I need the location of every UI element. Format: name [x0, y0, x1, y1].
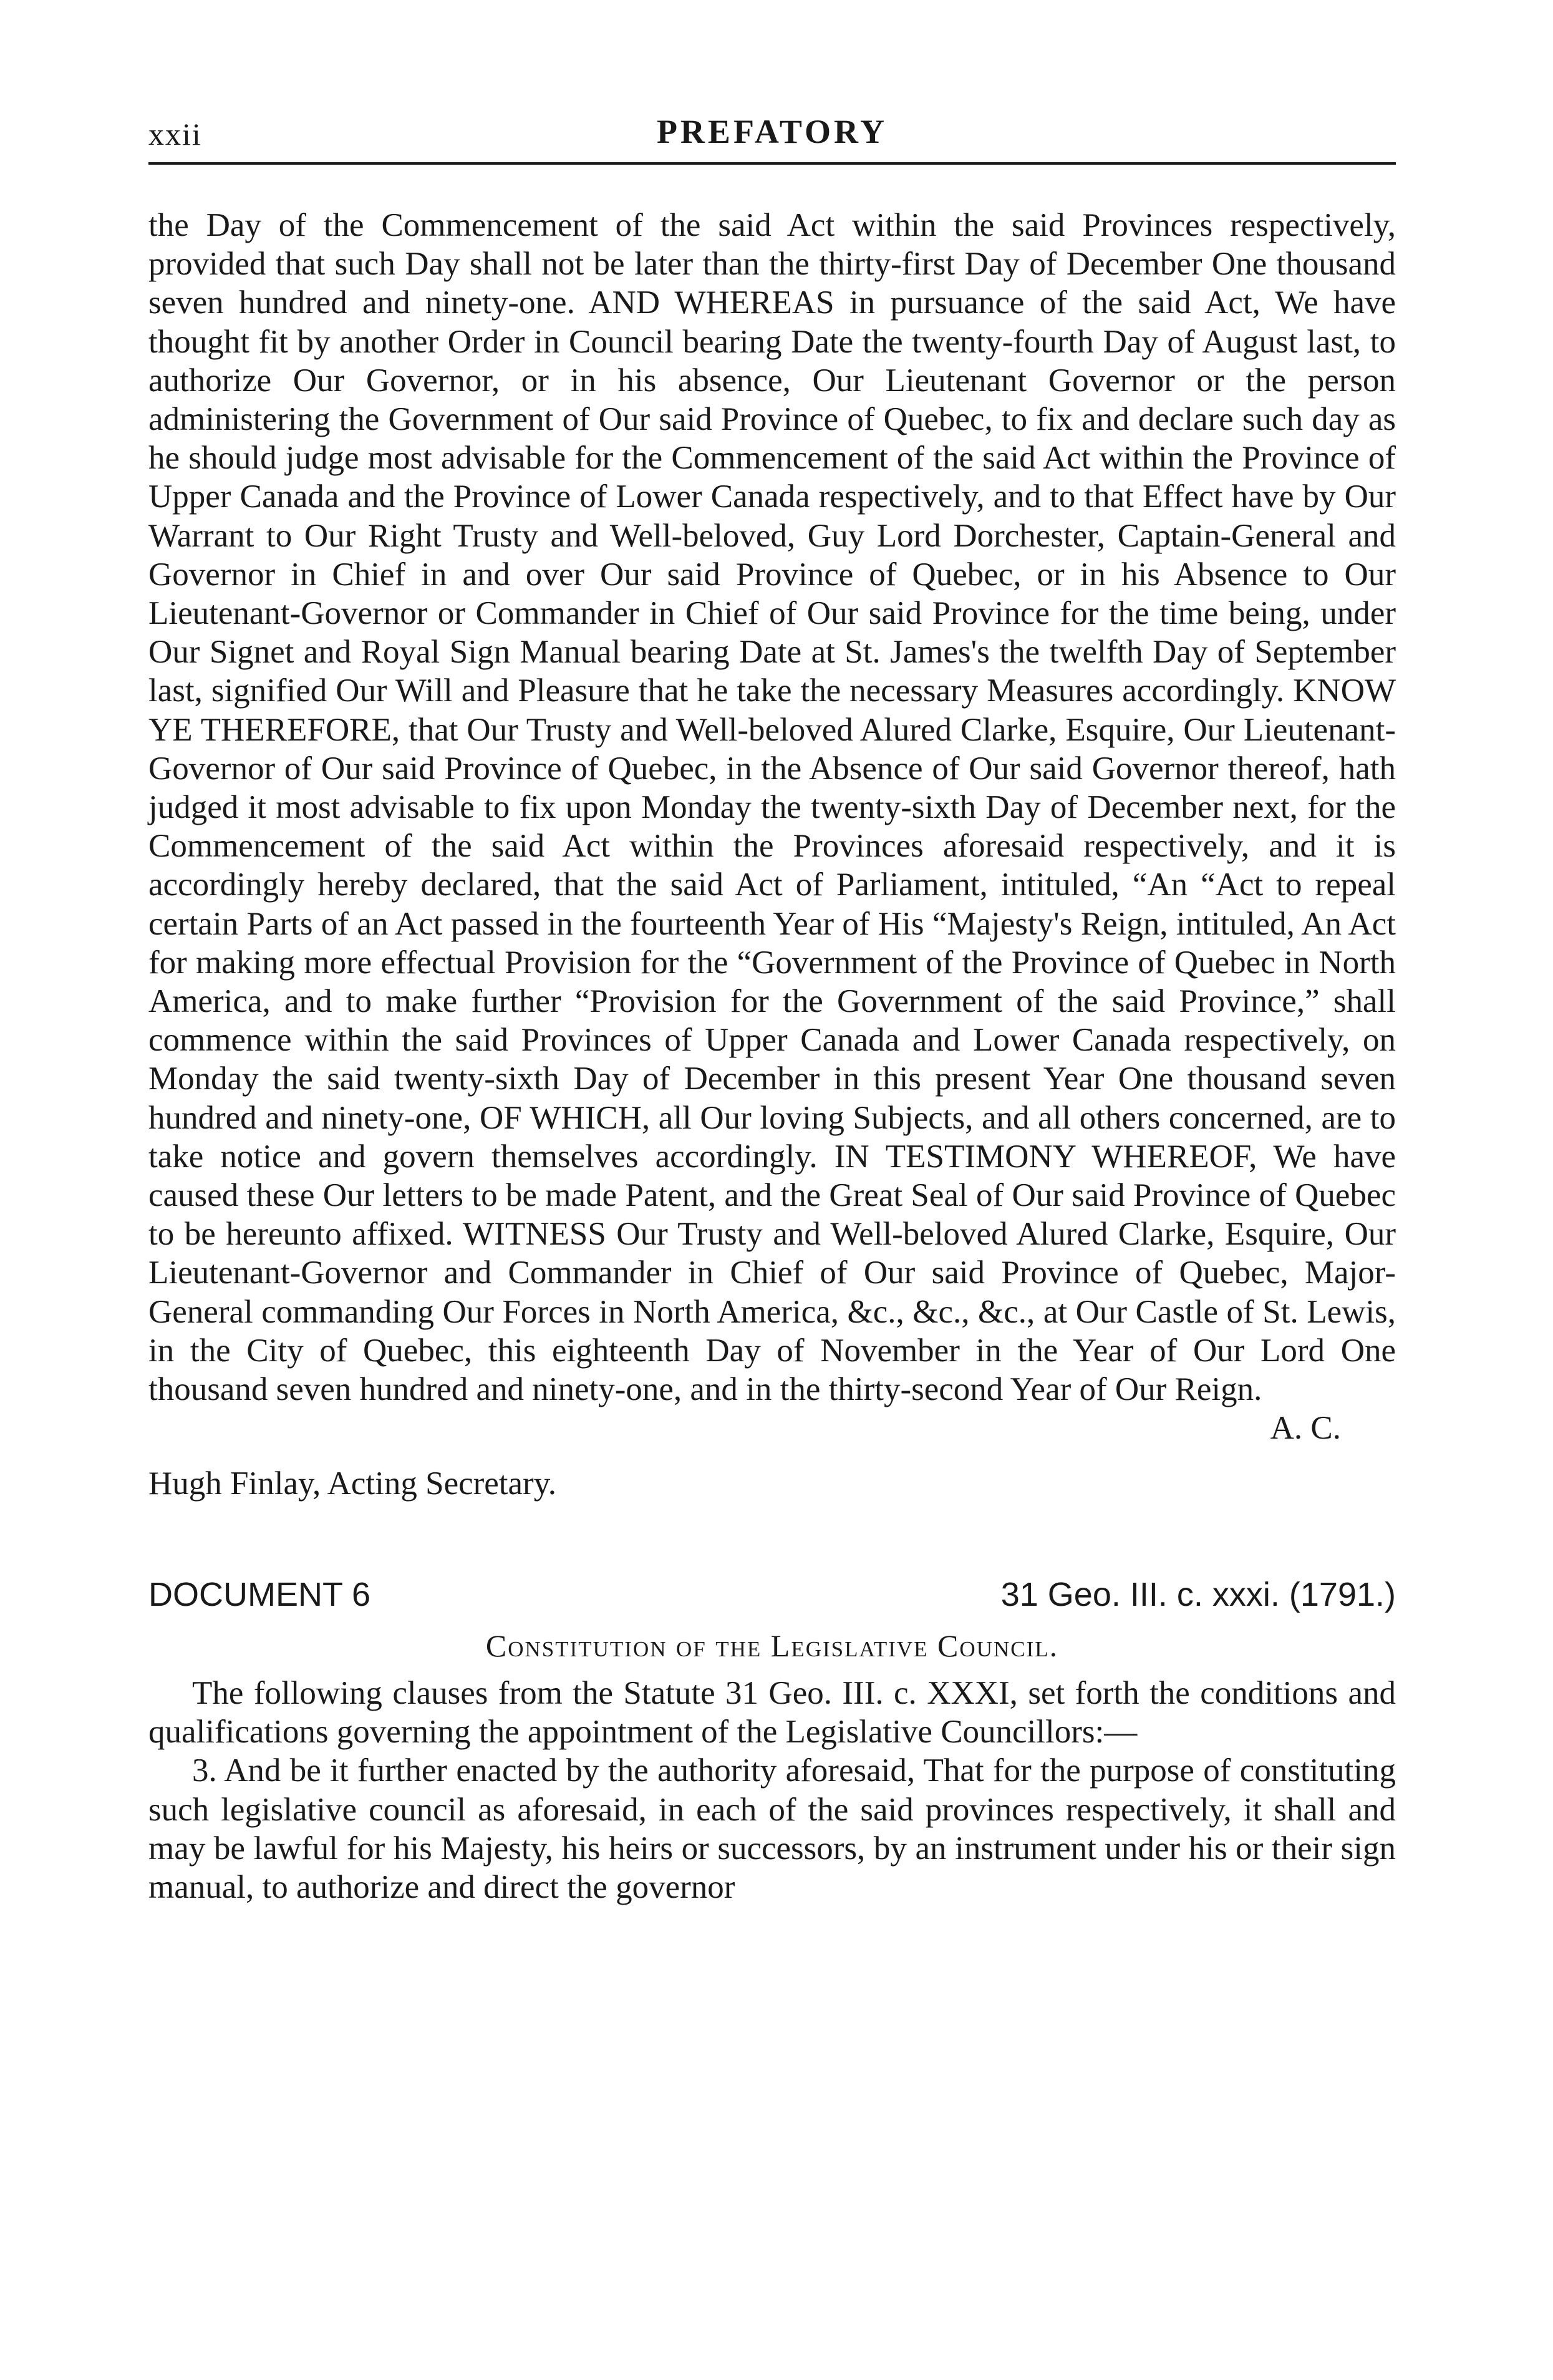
statute-citation: 31 Geo. III. c. xxxi. (1791.) [1000, 1575, 1396, 1613]
proclamation-paragraph: the Day of the Commencement of the said Act within the said Provinces respectively, provided that such Day shall not be later than the thirty-first Day of December One thousand seven hundred and ninety-one. AND WHEREAS in pursuance of the said Act, We have thought fit by another Order in Council bearing Date the twenty-fourth Day of August last, to authorize Our Governor, or in his absence, Our Lieutenant Governor or the person administering the Government of Our said Province of Quebec, to fix and declare such day as he should judge most advisable for the Commencement of the said Act within the Province of Upper Canada and the Province of Lower Canada respectively, and to that Effect have by Our Warrant to Our Right Trusty and Well-beloved, Guy Lord Dorchester, Captain-General and Governor in Chief in and over Our said Province of Quebec, or in his Absence to Our Lieutenant-Governor or Commander in Chief of Our said Province for the time being, under Our Signet and Royal Sign Manual bearing Date at St. James's the twelfth Day of September last, signified Our Will and Pleasure that he take the necessary Measures accordingly. KNOW YE THEREFORE, that Our Trusty and Well-beloved Alured Clarke, Esquire, Our Lieutenant-Governor of Our said Province of Quebec, in the Absence of Our said Governor thereof, hath judged it most advisable to fix upon Monday the twenty-sixth Day of December next, for the Commencement of the said Act within the Provinces aforesaid respectively, and it is accordingly hereby declared, that the said Act of Parliament, intituled, “An “Act to repeal certain Parts of an Act passed in the fourteenth Year of His “Majesty's Reign, intituled, An Act for making more effectual Provision for the “Government of the Province of Quebec in North America, and to make further “Provision for the Government of the said Province,” shall commence within the said Provinces of Upper Canada and Lower Canada respectively, on Monday the said twenty-sixth Day of December in this present Year One thousand seven hundred and ninety-one, OF WHICH, all Our loving Subjects, and all others concerned, are to take notice and govern themselves accordingly. IN TESTIMONY WHEREOF, We have caused these Our letters to be made Patent, and the Great Seal of Our said Province of Quebec to be hereunto affixed. WITNESS Our Trusty and Well-beloved Alured Clarke, Esquire, Our Lieutenant-Governor and Commander in Chief of Our said Province of Quebec, Major-General commanding Our Forces in North America, &c., &c., &c., at Our Castle of St. Lewis, in the City of Quebec, this eighteenth Day of November in the Year of Our Lord One thousand seven hundred and ninety-one, and in the thirty-second Year of Our Reign. [148, 207, 1396, 1408]
section-title: Constitution of the Legislative Council. [485, 1628, 1059, 1663]
document-heading [148, 1575, 1396, 1619]
intro-paragraph: The following clauses from the Statute 31 Geo. III. c. XXXI, set forth the conditions and qualifications governing the appointment of the Legislative Councillors:— [148, 1674, 1396, 1751]
initials: A. C. [1270, 1410, 1341, 1447]
signer-line: Hugh Finlay, Acting Secretary. [148, 1465, 557, 1502]
running-head: PREFATORY [656, 113, 888, 150]
clause-3-paragraph: 3. And be it further enacted by the authority aforesaid, That for the purpose of constituting such legislative council as aforesaid, in each of the said provinces respectively, it shall and may be lawful for his Majesty, his heirs or successors, by an instrument under his or their sign manual, to authorize and direct the governor [148, 1752, 1396, 1905]
document-number: DOCUMENT 6 [148, 1575, 371, 1613]
page-number: xxii [148, 117, 202, 152]
page-header [148, 112, 1396, 165]
page-body [148, 206, 1396, 1906]
